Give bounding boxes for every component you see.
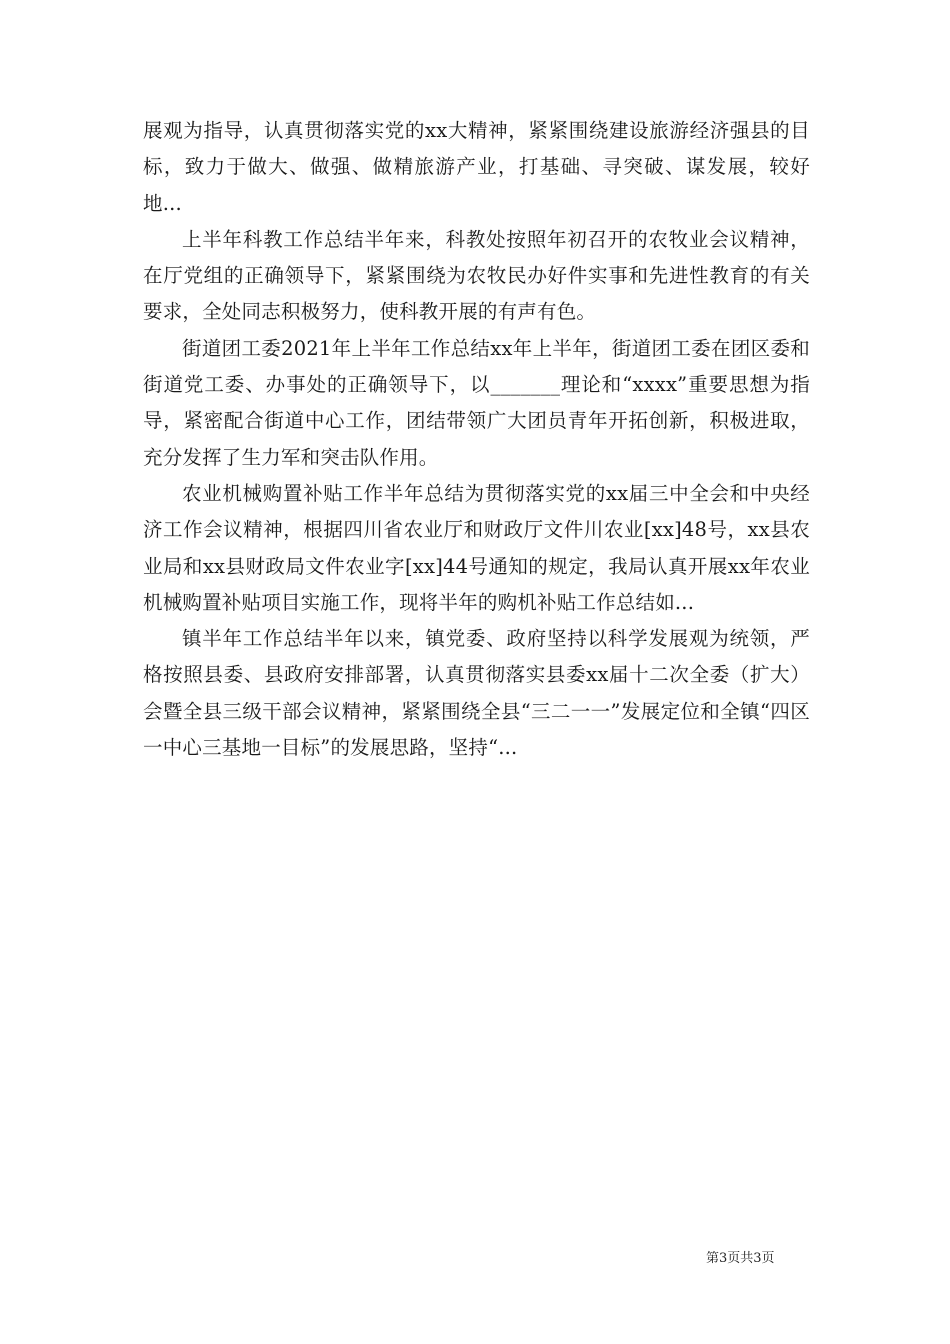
- paragraph-science-education-summary: 上半年科教工作总结半年来，科教处按照年初召开的农牧业会议精神，在厅党组的正确领导下，紧紧围绕为农牧民办好件实事和先进性教育的有关要求，全处同志积极努力，使科教开展的有声有色。: [143, 227, 810, 324]
- paragraph-continuation: 展观为指导，认真贯彻落实党的xx大精神，紧紧围绕建设旅游经济强县的目标，致力于做大、做强、做精旅游产业，打基础、寻突破、谋发展，较好地...: [143, 119, 810, 215]
- paragraph-street-youth-league-summary: 街道团工委2021年上半年工作总结xx年上半年，街道团工委在团区委和街道党工委、办事处的正确领导下，以_______理论和“xxxx”重要思想为指导，紧密配合街道中心工作，团结带领广大团员青年开拓创新，积极进取，充分发挥了生力军和突击队作用。: [143, 336, 810, 469]
- page-number: 第3页共3页: [706, 1251, 775, 1266]
- paragraph-agri-machinery-subsidy-summary: 农业机械购置补贴工作半年总结为贯彻落实党的xx届三中全会和中央经济工作会议精神，根据四川省农业厅和财政厅文件川农业[xx]48号，xx县农业局和xx县财政局文件农业字[xx]44号通知的规定，我局认真开展xx年农业机械购置补贴项目实施工作，现将半年的购机补贴工作总结如...: [143, 481, 810, 614]
- paragraph-town-half-year-summary: 镇半年工作总结半年以来，镇党委、政府坚持以科学发展观为统领，严格按照县委、县政府安排部署，认真贯彻落实县委xx届十二次全委（扩大）会暨全县三级干部会议精神，紧紧围绕全县“三二一一”发展定位和全镇“四区一中心三基地一目标”的发展思路，坚持“...: [143, 627, 810, 760]
- document-body: [143, 113, 810, 766]
